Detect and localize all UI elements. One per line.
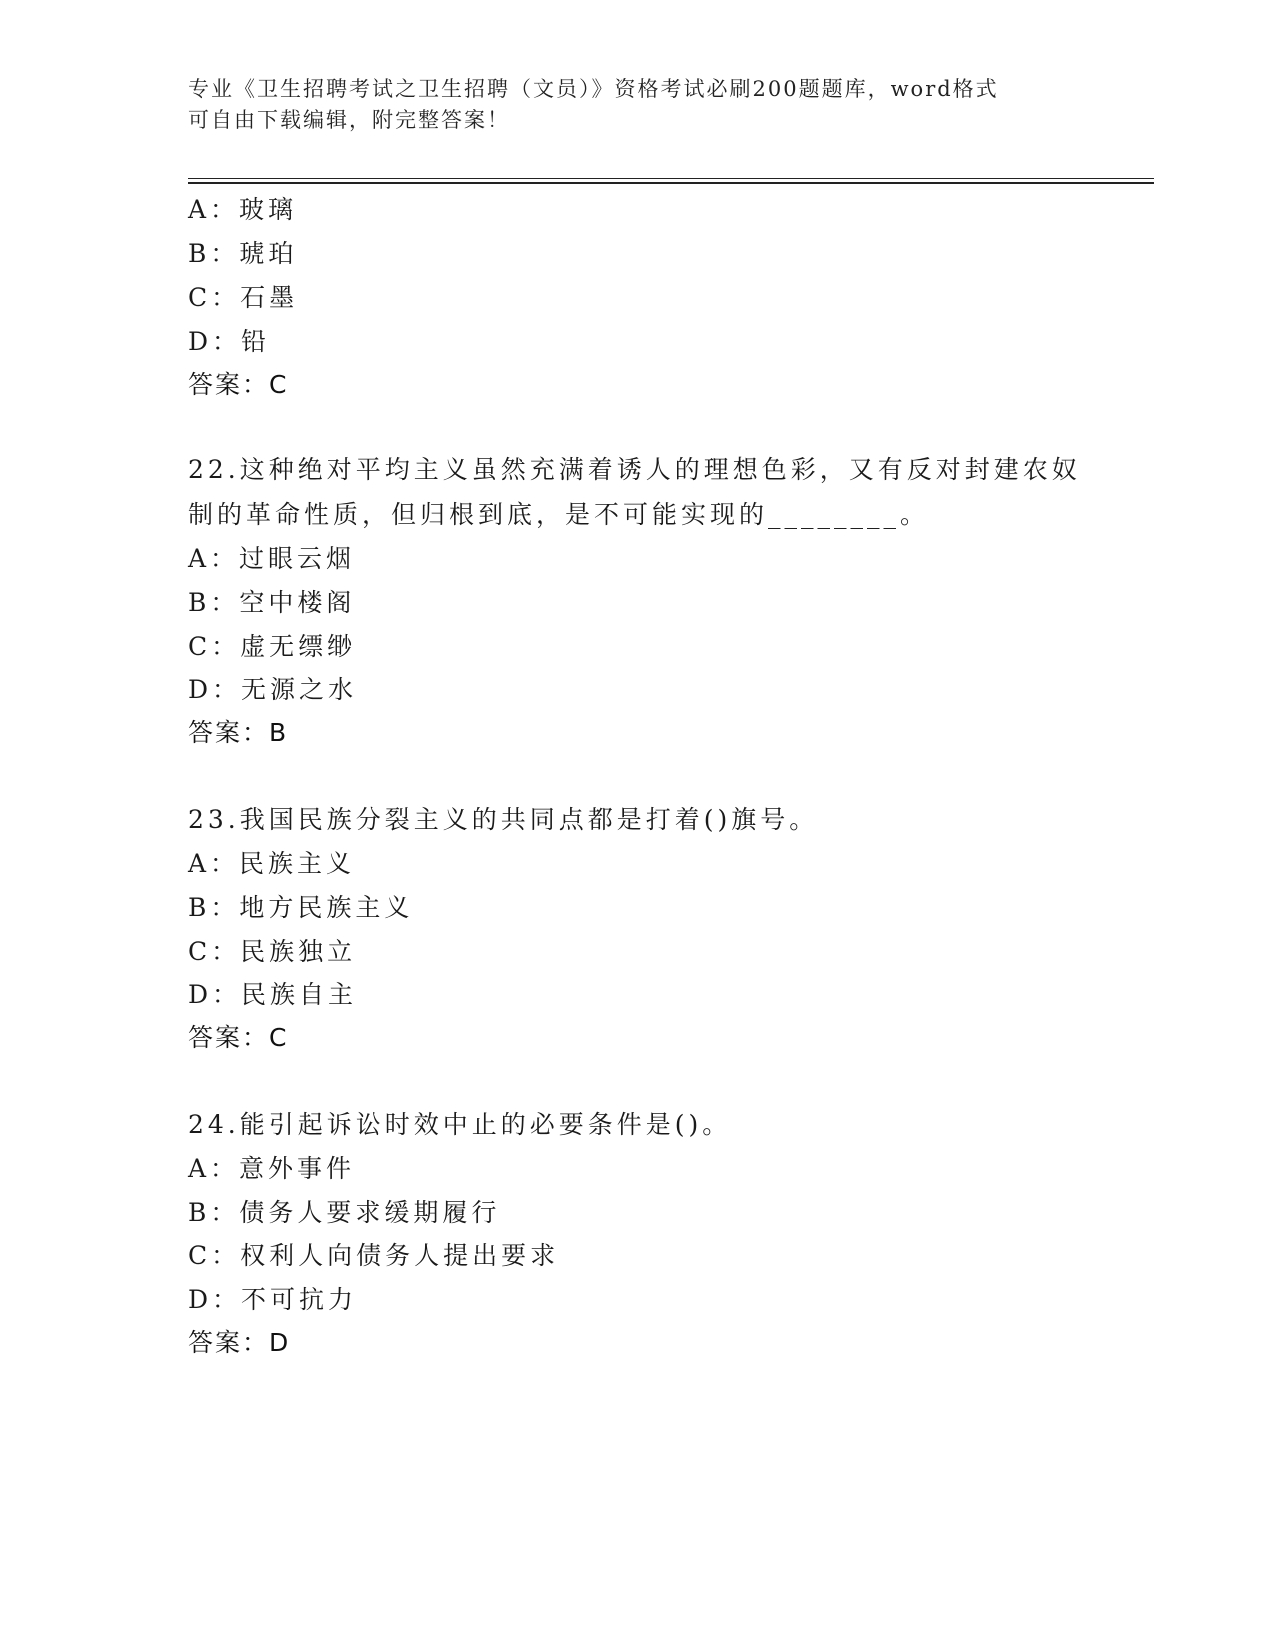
q22-option-c: C：虚无缥缈 [188,632,357,661]
header-divider-thin [188,178,1154,179]
q21-option-c: C：石墨 [188,283,299,312]
q22-option-a: A：过眼云烟 [188,544,356,573]
header-divider-thick [188,182,1154,184]
q21-option-a: A：玻璃 [188,195,298,224]
q21-option-d: D：铅 [188,327,271,356]
q23-stem: 23.我国民族分裂主义的共同点都是打着()旗号。 [188,805,819,834]
q22-stem-line-1: 22.这种绝对平均主义虽然充满着诱人的理想色彩，又有反对封建农奴 [188,455,1081,484]
header-line-1: 专业《卫生招聘考试之卫生招聘（文员）》资格考试必刷200题题库，word格式 [188,77,999,101]
q22-stem [188,447,1088,537]
q24-option-c: C：权利人向债务人提出要求 [188,1241,560,1270]
q22-answer: 答案：B [188,718,289,747]
q21-answer: 答案：C [188,370,289,399]
q24-answer: 答案：D [188,1328,291,1357]
q23-answer: 答案：C [188,1023,289,1052]
q23-option-a: A：民族主义 [188,849,356,878]
q24-option-a: A：意外事件 [188,1154,356,1183]
document-header [188,74,1068,136]
q22-stem-line-2: 制的革命性质，但归根到底，是不可能实现的________。 [188,500,930,529]
q23-option-d: D：民族自主 [188,980,358,1009]
q21-option-b: B：琥珀 [188,239,298,268]
q24-option-b: B：债务人要求缓期履行 [188,1198,501,1227]
q23-option-b: B：地方民族主义 [188,893,414,922]
q23-option-c: C：民族独立 [188,937,357,966]
q24-stem: 24.能引起诉讼时效中止的必要条件是()。 [188,1110,732,1139]
q24-option-d: D：不可抗力 [188,1285,358,1314]
q22-option-d: D：无源之水 [188,675,358,704]
header-line-2: 可自由下载编辑，附完整答案！ [188,108,510,132]
q22-option-b: B：空中楼阁 [188,588,356,617]
